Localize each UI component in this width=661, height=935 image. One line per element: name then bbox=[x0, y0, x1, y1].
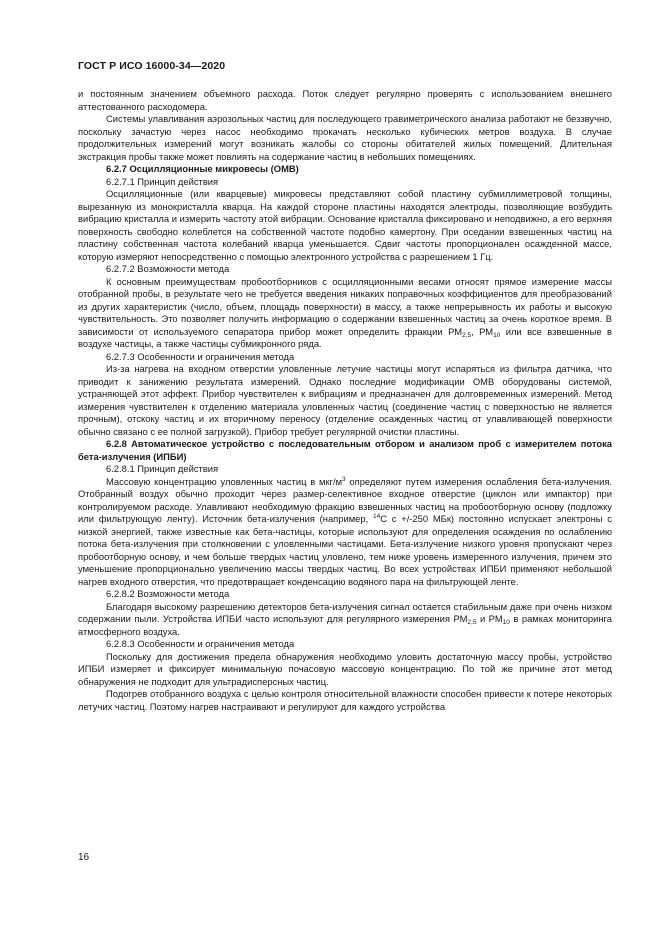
paragraph: Из-за нагрева на входном отверстии уловленные летучие частицы могут испаряться из фильтра датчика, что приводит к занижению результата измерений. Однако последние модификации ОМВ оборудованы системой, устраняющей этот эффект. Прибор чувствителен к вибрациям и предназначен для долговременных измерений. Метод измерения чувствителен к отделению материала уловленных частиц (соединение частиц с поверхностью не является прочным), отскоку частиц и их вторичному переносу (отделение осажденных частиц от улавливающей поверхности обычно связано с ее полной загрузкой). Прибор требует регулярной очистки пластины. bbox=[78, 363, 612, 437]
text-run: определяют путем измерения ослабления бета-излучения. Отобранный воздух обычно проходит через размер-селективное входное отверстие (циклон или импактор) при контролируемом расходе. Улавливают необходимую фракцию взвешенных частиц на пробоотборную основу (подложку или фильтрующую ленту). Источник бета-излучения (например, bbox=[78, 475, 612, 524]
text-run: С с +/-250 МБк) постоянно испускает электроны с низкой энергией, также известные как бета-частицы, которые используют для определения осаждения по ослаблению потока бета-излучения при столкновении с уловленными частицами. Бета-излучение низкого уровня пропускают через пробоотборную основу, и чем больше твердых частиц уловлено, тем ниже уровень измеренного излучения, причем это уменьшение пропорционально увеличению массы твердых частиц. Во всех устройствах ИПБИ применяют небольшой нагрев входного отверстия, что предотвращает конденсацию водяного пара на фильтрующей ленте. bbox=[78, 513, 612, 587]
paragraph bbox=[78, 476, 612, 589]
text-run: Благодаря высокому разрешению детекторов бета-излучения сигнал остается стабильным даже при очень низком содержании пыли. Устройства ИПБИ часто используют для регулярного измерения РМ bbox=[78, 600, 612, 624]
subscript: 2,5 bbox=[467, 619, 477, 626]
section-heading-6-2-8: 6.2.8 Автоматическое устройство с последовательным отбором и анализом проб с измерителем потока бета-излучения (ИПБИ) bbox=[78, 438, 612, 462]
document-body bbox=[78, 88, 612, 713]
text-run: К основным преимуществам пробоотборников с осцилляционными весами относят прямое измерение массы отобранной пробы, в результате чего не требуется введения никаких поправочных коэффициентов для преобразований из других характеристик (число, объем, площадь поверхности) в массу, а также непрерывность их работы и высокую чувствительность. Это позволяет получить информацию о содержании взвешенных частиц за очень короткое время. В зависимости от используемого сепаратора прибор может определить фракции РМ bbox=[78, 275, 612, 337]
paragraph: Осцилляционные (или кварцевые) микровесы представляют собой пластину субмиллиметровой толщины, вырезанную из монокристалла кварца. На каждой стороне пластины находятся электроды, позволяющие возбудить вибрацию кристалла и измерить частоту этой вибрации. Основание кристалла фиксировано и неподвижно, а его верхняя поверхность свободно колеблется на собственной частоте подобно камертону. При оседании взвешенных частиц на пластину собственная частота колебаний кварца уменьшается. Сдвиг частоты пропорционален осажденной массе, которую измеряют непосредственно с помощью электронного устройства с разрешением 1 Гц. bbox=[78, 188, 612, 262]
subsection-heading-6-2-8-3: 6.2.8.3 Особенности и ограничения метода bbox=[106, 638, 295, 649]
subscript: 10 bbox=[502, 619, 510, 626]
subscript: 2,5 bbox=[462, 331, 472, 339]
text-run: в рамках мониторинга атмосферного воздуха. bbox=[78, 613, 612, 637]
subscript: 10 bbox=[493, 331, 501, 339]
superscript: 3 bbox=[342, 475, 346, 483]
subsection-heading-6-2-8-1: 6.2.8.1 Принцип действия bbox=[106, 463, 219, 474]
superscript: 14 bbox=[372, 513, 381, 520]
page-number: 16 bbox=[78, 852, 90, 863]
section-heading-6-2-7: 6.2.7 Осцилляционные микровесы (ОМВ) bbox=[106, 163, 299, 174]
text-run: и РМ bbox=[476, 613, 503, 624]
paragraph: Поскольку для достижения предела обнаружения необходимо уловить достаточную массу пробы, устройство ИПБИ измеряет и фиксирует минимальную почасовую массовую концентрацию. По той же причине этот метод обнаружения не подходит для ультрадисперсных частиц. bbox=[78, 650, 612, 687]
document-header: ГОСТ Р ИСО 16000-34—2020 bbox=[78, 60, 226, 72]
text-run: или все взвешенные в воздухе частицы, а также частицы субмикронного ряда. bbox=[78, 325, 612, 349]
subsection-heading-6-2-7-3: 6.2.7.3 Особенности и ограничения метода bbox=[106, 350, 295, 362]
paragraph bbox=[78, 276, 612, 351]
paragraph: и постоянным значением объемного расхода. Поток следует регулярно проверять с использованием внешнего аттестованного расходомера. bbox=[78, 88, 612, 112]
subsection-heading-6-2-7-1: 6.2.7.1 Принцип действия bbox=[106, 175, 219, 187]
paragraph: Подогрев отобранного воздуха с целью контроля относительной влажности способен привести к потере некоторых летучих частиц. Поэтому нагрев настраивают и регулируют для каждого устройства bbox=[78, 688, 612, 712]
subsection-heading-6-2-7-2: 6.2.7.2 Возможности метода bbox=[106, 263, 230, 274]
paragraph bbox=[78, 601, 612, 639]
subsection-heading-6-2-8-2: 6.2.8.2 Возможности метода bbox=[106, 588, 230, 599]
text-run: , РМ bbox=[471, 325, 494, 337]
paragraph: Системы улавливания аэрозольных частиц для последующего гравиметрического анализа работают не беззвучно, поскольку зачастую через насос необходимо прокачать несколько кубических метров воздуха. В случае продолжительных измерений могут возникать жалобы со стороны обитателей жилых помещений. Длительная экстракция пробы также может повлиять на содержание частиц в небольших помещениях. bbox=[78, 113, 612, 162]
text-run: Массовую концентрацию уловленных частиц в мкг/м bbox=[106, 475, 343, 487]
